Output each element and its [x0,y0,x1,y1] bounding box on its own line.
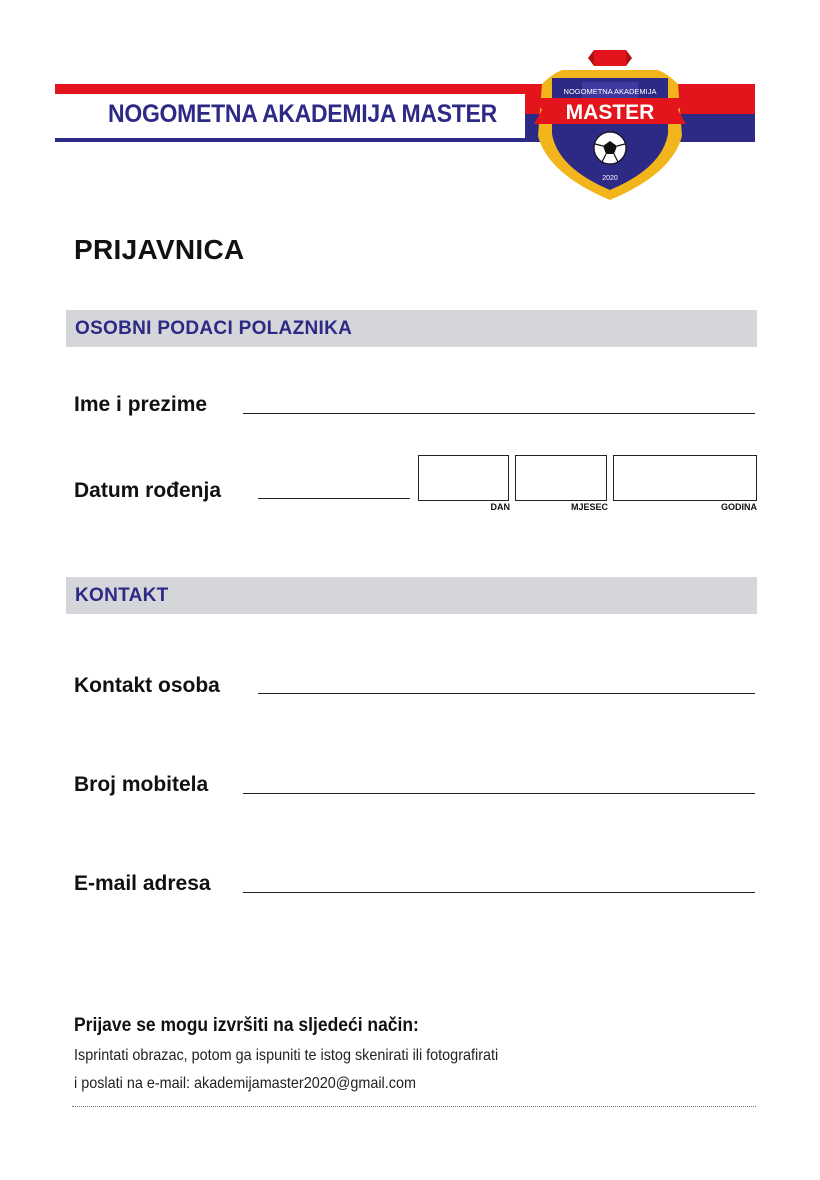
birth-year-box[interactable] [613,455,757,501]
birth-year-caption: GODINA [721,502,757,512]
section-contact-heading: KONTAKT [75,585,169,606]
contact-person-label: Kontakt osoba [74,674,220,697]
instructions-heading: Prijave se mogu izvršiti na sljedeći način: [74,1015,419,1036]
birth-month-caption: MJESEC [570,502,608,512]
section-contact-header [66,577,757,614]
crest-name: MASTER [565,101,655,124]
section-personal-header [66,310,757,347]
email-label: E-mail adresa [74,872,211,895]
academy-title: NOGOMETNA AKADEMIJA MASTER [108,100,497,128]
academy-crest-logo [522,44,698,204]
birth-month-box[interactable] [515,455,607,501]
birth-day-box[interactable] [418,455,509,501]
section-personal-heading: OSOBNI PODACI POLAZNIKA [75,318,353,339]
birth-day-caption: DAN [490,502,510,512]
crest-top-ribbon [594,50,626,66]
birth-date-label: Datum rođenja [74,479,222,502]
form-title: PRIJAVNICA [74,234,245,265]
contact-person-field[interactable] [258,693,755,694]
name-field[interactable] [243,413,755,414]
soccer-ball-icon [594,132,626,164]
phone-field[interactable] [243,793,755,794]
footer-divider [72,1106,756,1107]
instructions-line-2: i poslati na e-mail: akademijamaster2020@gmail.com [74,1075,416,1092]
birth-date-field[interactable] [258,498,410,499]
crest-year: 2020 [602,175,618,182]
crest-arc-text: NOGOMETNA AKADEMIJA [563,87,657,96]
phone-label: Broj mobitela [74,773,209,796]
instructions-line-1: Isprintati obrazac, potom ga ispuniti te istog skenirati ili fotografirati [74,1047,499,1064]
email-field[interactable] [243,892,755,893]
name-label: Ime i prezime [74,393,208,416]
